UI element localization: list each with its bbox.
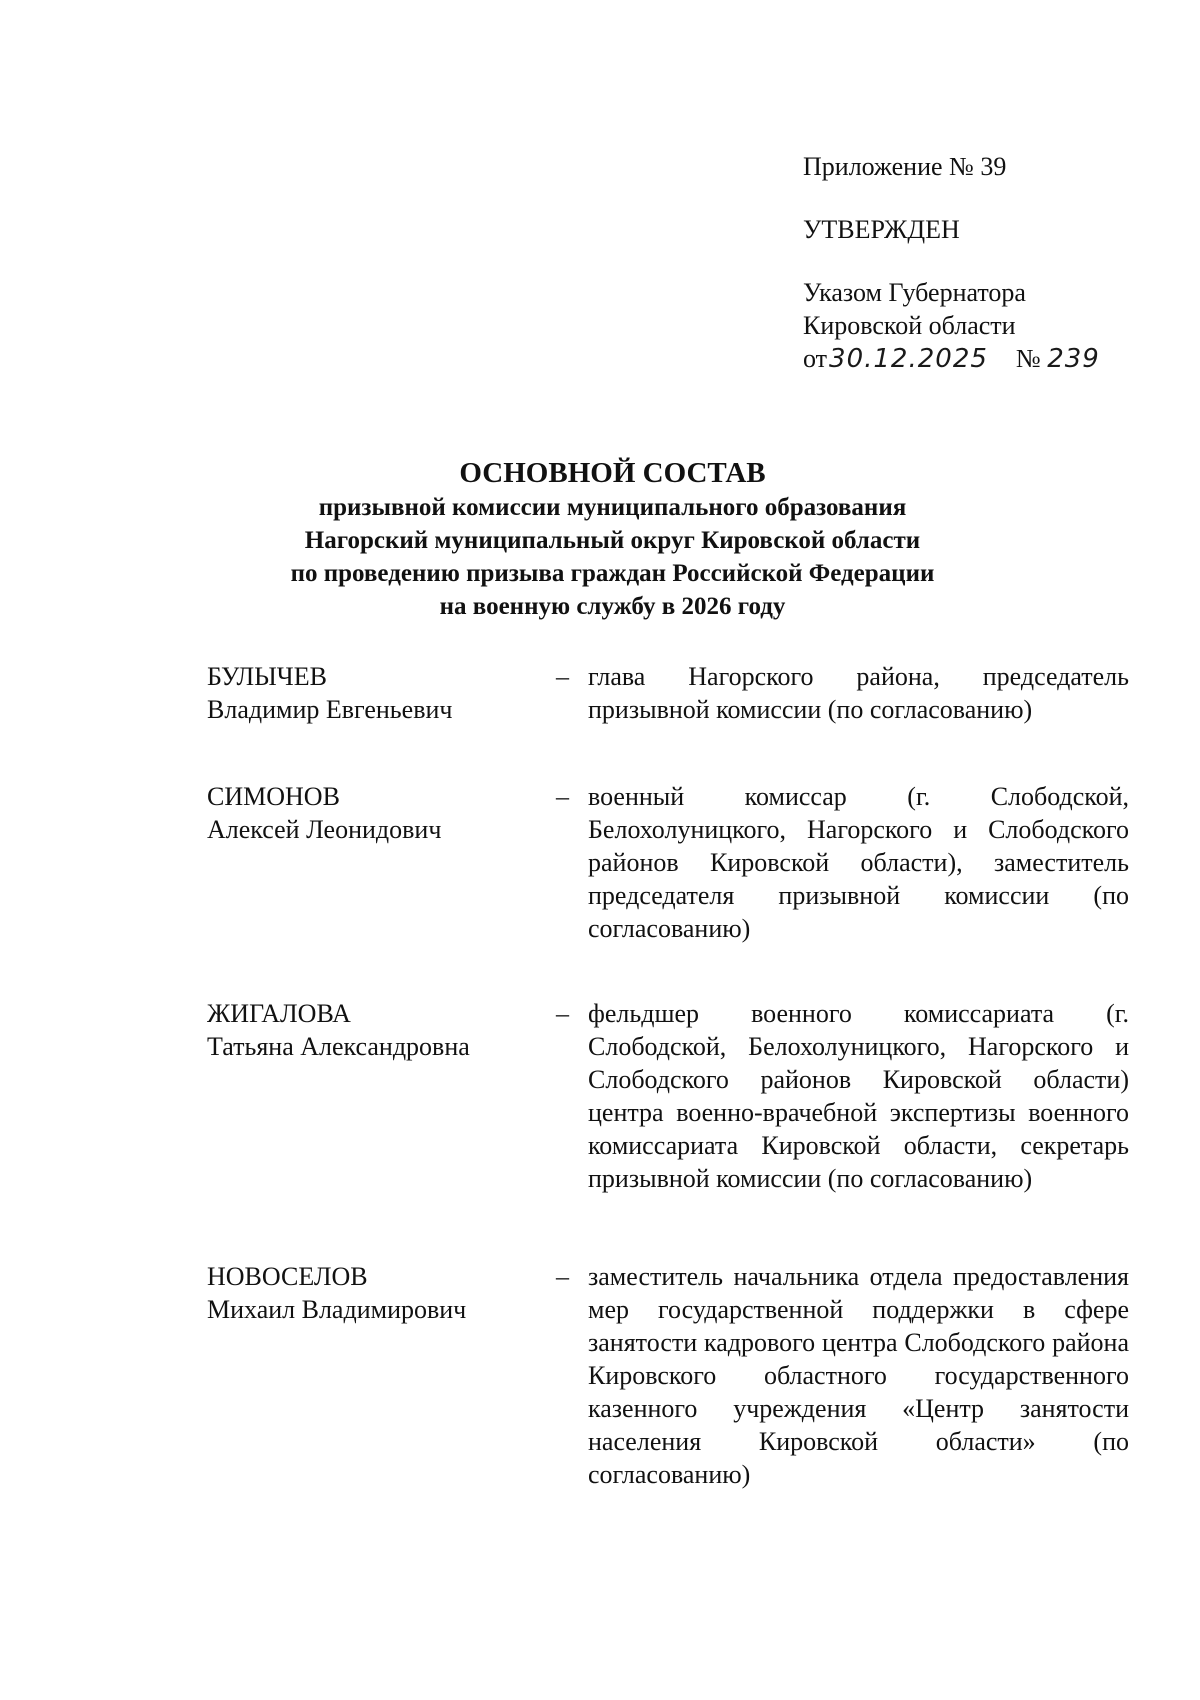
member-role: глава Нагорского района, председатель призывной комиссии (по согласованию)	[588, 662, 1129, 724]
member-surname: СИМОНОВ	[207, 782, 340, 811]
document-title	[150, 455, 1075, 623]
member-name	[207, 997, 537, 1063]
member-role: заместитель начальника отдела предоставления мер государственной поддержки в сфере занятости кадрового центра Слободского района Кировского областного государственного казенного учреждения «Центр занятости населения Кировской области» (по согласованию)	[588, 1262, 1129, 1489]
approved-by-line-1: Указом Губернатора	[803, 278, 1026, 307]
member-role: фельдшер военного комиссариата (г. Слободской, Белохолуницкого, Нагорского и Слободского районов Кировской области) центра военно-врачебной экспертизы военного комиссариата Кировской области, секретарь призывной комиссии (по согласованию)	[588, 999, 1129, 1193]
approved-heading: УТВЕРЖДЕН	[803, 215, 960, 244]
member-given-name: Михаил Владимирович	[207, 1295, 467, 1324]
appendix-number: Приложение № 39	[803, 152, 1007, 181]
member-given-name: Алексей Леонидович	[207, 815, 442, 844]
title-main: ОСНОВНОЙ СОСТАВ	[459, 457, 766, 489]
member-role: военный комиссар (г. Слободской, Белохолуницкого, Нагорского и Слободского районов Кировской области), заместитель председателя призывной комиссии (по согласованию)	[588, 782, 1129, 943]
title-line-3: по проведению призыва граждан Российской Федерации	[290, 560, 935, 587]
title-line-4: на военную службу в 2026 году	[439, 593, 786, 620]
number-prefix: №	[1015, 344, 1041, 373]
handwritten-date: 30.12.2025	[829, 344, 988, 374]
member-given-name: Татьяна Александровна	[207, 1032, 470, 1061]
member-surname: НОВОСЕЛОВ	[207, 1262, 368, 1291]
handwritten-number: 239	[1047, 344, 1100, 374]
approved-by-line-2: Кировской области	[803, 311, 1016, 340]
member-given-name: Владимир Евгеньевич	[207, 695, 453, 724]
member-surname: ЖИГАЛОВА	[207, 999, 351, 1028]
date-prefix: от	[803, 344, 828, 373]
dash-separator: –	[556, 662, 569, 691]
member-surname: БУЛЫЧЕВ	[207, 662, 327, 691]
title-line-2: Нагорский муниципальный округ Кировской области	[304, 527, 921, 554]
member-name	[207, 780, 537, 846]
decree-date-line	[803, 342, 1100, 376]
dash-separator: –	[556, 782, 569, 811]
approval-block	[803, 150, 1100, 376]
dash-separator: –	[556, 1262, 569, 1291]
dash-separator: –	[556, 999, 569, 1028]
member-name	[207, 660, 537, 726]
member-name	[207, 1260, 537, 1326]
title-line-1: призывной комиссии муниципального образования	[318, 494, 907, 521]
